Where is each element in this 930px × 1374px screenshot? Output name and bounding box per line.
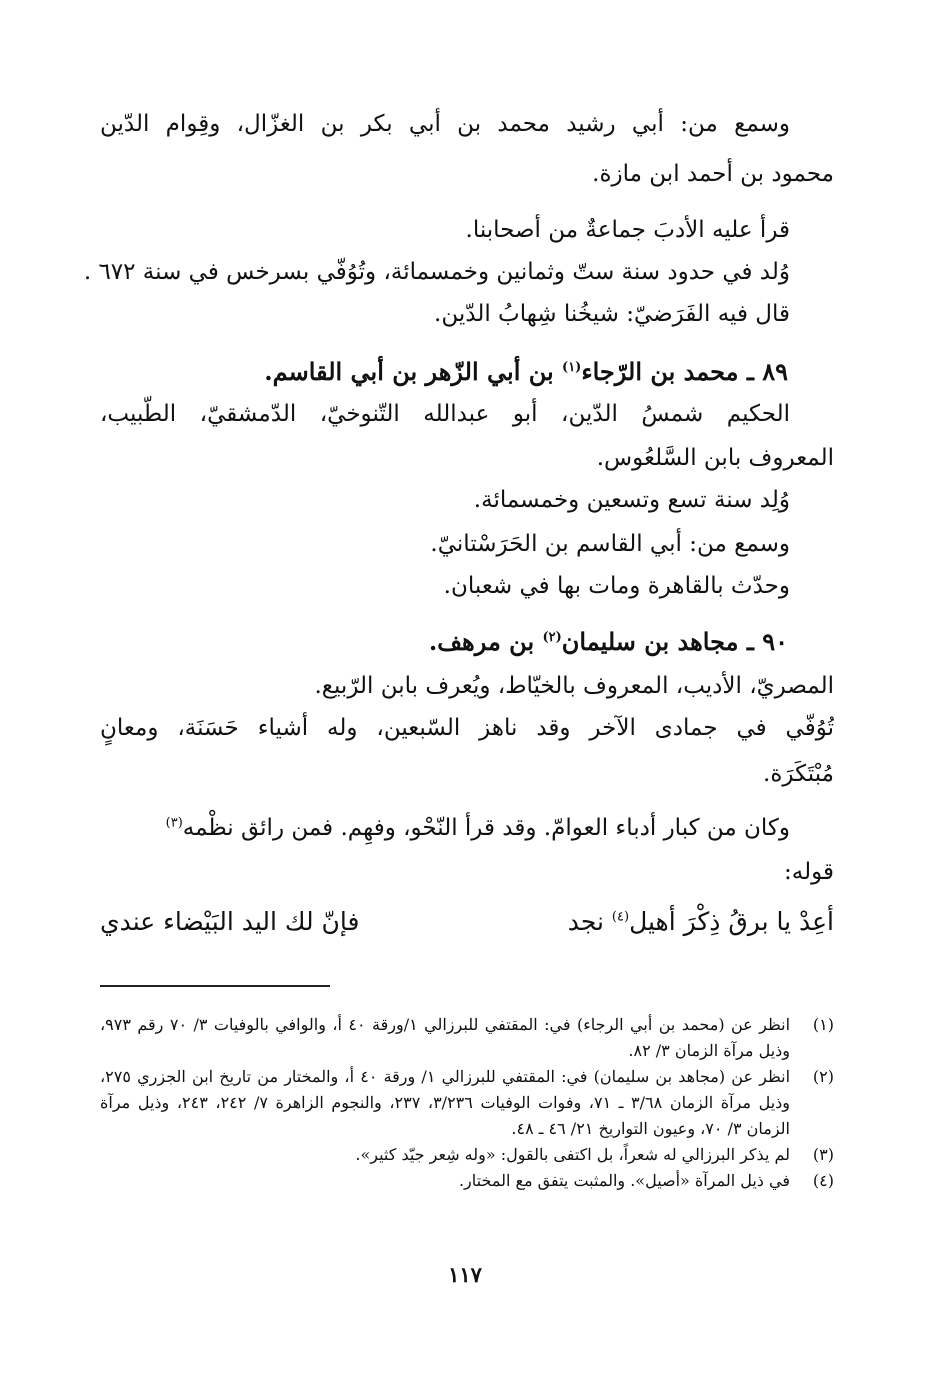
footnote-number: (٤) [812,1171,834,1190]
footnote-text: لم يذكر البرزالي له شعراً، بل اكتفى بالقول: «وله شِعر جيّد كثير». [355,1145,790,1164]
footnote-number: (٢) [812,1067,834,1086]
footnote [100,1168,834,1194]
verse-first-hemistich [568,900,834,944]
text-line: وحدّث بالقاهرة ومات بها في شعبان. [443,573,790,599]
footnote-ref: (٣) [165,815,183,831]
heading-text: بن مرهف. [428,627,543,656]
heading-text: ٩٠ ـ مجاهد بن سليمان [561,627,788,656]
footnote-text: انظر عن (محمد بن أبي الرجاء) في: المقتفي للبرزالي ١/ورقة ٤٠ أ، والوافي بالوفيات ٣/ ٧٠ رقم ٩٧٣، وذيل مرآة الزمان ٣/ ٨٢. [100,1015,791,1060]
text-line: مُبْتَكَرَة. [763,761,834,787]
entry-heading-89 [100,354,834,390]
footnote-number: (٣) [812,1145,834,1164]
text-line: وُلِد سنة تسع وتسعين وخمسمائة. [473,487,790,513]
heading-text: ٨٩ ـ محمد بن الرّجاء [581,357,788,386]
text-line [100,810,834,846]
text-line: المعروف بابن السَّلعُوس. [596,445,834,471]
entry-heading-90 [100,624,834,660]
text-line: قوله: [784,859,834,885]
footnote-number: (١) [812,1015,834,1034]
heading-text: بن أبي الزّهر بن أبي القاسم. [264,357,563,386]
text-line: قرأ عليه الأدبَ جماعةٌ من أصحابنا. [465,217,790,243]
text-line: الحكيم شمسُ الدّين، أبو عبدالله التّنوخيّ، الدّمشقيّ، الطّبيب، [100,401,790,427]
text-line: المصريّ، الأديب، المعروف بالخيّاط، ويُعرف بابن الرّبيع. [314,673,834,699]
footnote [100,1142,834,1168]
footnote-text: انظر عن (مجاهد بن سليمان) في: المقتفي للبرزالي ١/ ورقة ٤٠ أ، والمختار من تاريخ ابن الجزري ٢٧٥، وذيل مرآة الزمان ٣/٦٨ ـ ٧١، وفوات الوفيات ٣/٢٣٦، ٢٣٧، والنجوم الزاهرة ٧/ ٢٤٢، ٢٤٣، وذيل مرآة الزمان ٣/ ٧٠، وعيون التواريخ ٢١/ ٤٦ ـ ٤٨. [100,1067,791,1138]
text-line: وُلد في حدود سنة ستّ وثمانين وخمسمائة، وتُوُفّي بسرخس في سنة ٦٧٢ . [83,259,790,285]
footnote-ref: (١) [562,360,582,375]
verse-text: أعِدْ يا برقُ ذِكْرَ أهيل [629,907,834,936]
footnote-ref: (٢) [542,630,562,645]
text-line: محمود بن أحمد ابن مازة. [592,161,834,187]
footnote-text: في ذيل المرآة «أصيل». والمثبت يتفق مع المختار. [458,1171,790,1190]
footnote [100,1064,834,1142]
text-line: تُوُفّي في جمادى الآخر وقد ناهز السّبعين، وله أشياء حَسَنَة، ومعانٍ [100,715,834,741]
poetry-verse [100,900,834,944]
text-line: وسمع من: أبي القاسم بن الحَرَسْتانيّ. [430,531,790,557]
text-line: وسمع من: أبي رشيد محمد بن أبي بكر بن الغزّال، وقِوام الدّين [100,111,790,137]
verse-text: نجد [567,907,612,936]
page-number: ١١٧ [448,1262,482,1287]
text-line: قال فيه الفَرَضيّ: شيخُنا شِهابُ الدّين. [434,301,790,327]
footnote-ref: (٤) [611,909,630,925]
footnote [100,1012,834,1064]
text-segment: وكان من كبار أدباء العوامّ. وقد قرأ النّحْو، وفهِم. فمن رائق نظْمه [182,815,790,841]
footnotes [100,1012,834,1194]
verse-second-hemistich: فإنّ لك اليد البَيْضاء عندي [100,907,360,936]
footnote-separator [100,985,330,987]
